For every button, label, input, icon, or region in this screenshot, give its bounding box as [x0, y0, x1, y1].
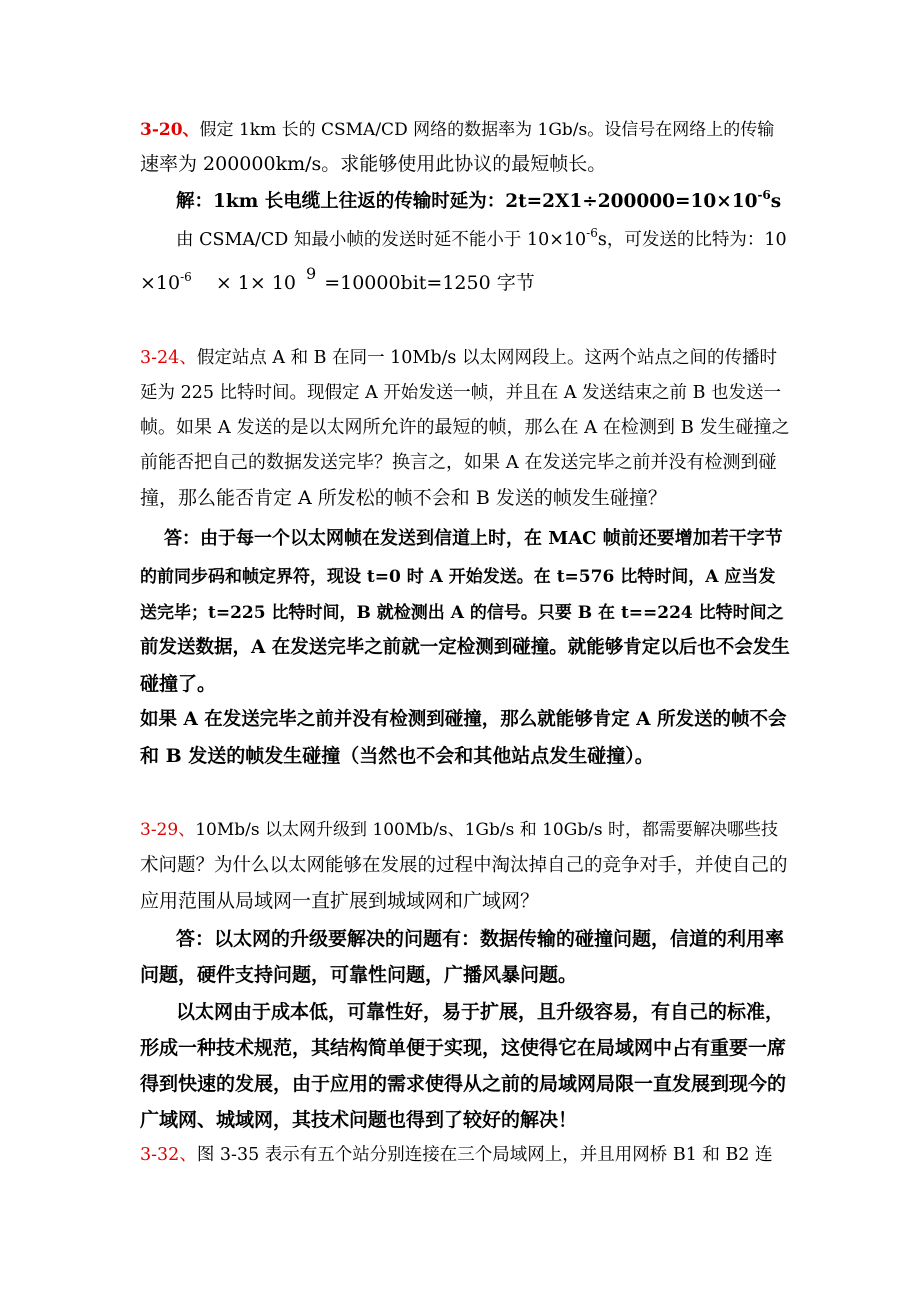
q320-answer-3-text: ×10 — [140, 272, 181, 294]
q324-text-1: 假定站点 A 和 B 在同一 10Mb/s 以太网网段上。这两个站点之间的传播时 — [196, 348, 777, 368]
q320-answer-3-exponent-2: 9 — [306, 264, 317, 283]
q320-answer-3-exponent: -6 — [180, 270, 192, 284]
q320-answer-1-unit: s — [770, 191, 782, 212]
q329-answer-3: 以太网由于成本低，可靠性好，易于扩展，且升级容易，有自己的标准， — [176, 1001, 785, 1023]
q324-line-1 — [140, 343, 777, 373]
q320-answer-3-multiplier: × 1× 10 — [215, 272, 296, 294]
q324-separator: 、 — [179, 348, 197, 368]
q329-answer-6: 广域网、城域网，其技术问题也得到了较好的解决！ — [140, 1109, 578, 1131]
q320-answer-3-result: =10000bit=1250 字节 — [324, 272, 535, 294]
q320-answer-3 — [140, 264, 535, 298]
q329-text-1: 10Mb/s 以太网升级到 100Mb/s、1Gb/s 和 10Gb/s 时，都需要解决哪些技 — [195, 820, 779, 840]
q324-number: 3-24 — [140, 348, 180, 368]
q332-line-1 — [140, 1140, 773, 1170]
q320-text-1: 假定 1km 长的 CSMA/CD 网络的数据率为 1Gb/s。设信号在网络上的传输 — [199, 120, 775, 140]
q324-answer-3: 送完毕；t=225 比特时间，B 就检测出 A 的信号。只要 B 在 t==224 比特时间之 — [140, 603, 784, 623]
q324-line-5: 撞，那么能否肯定 A 所发松的帧不会和 B 发送的帧发生碰撞？ — [140, 487, 667, 509]
q324-line-3: 帧。如果 A 发送的是以太网所允许的最短的帧，那么在 A 在检测到 B 发生碰撞之 — [140, 417, 790, 438]
q324-answer-2: 的前同步码和帧定界符，现设 t=0 时 A 开始发送。在 t=576 比特时间，A 应当发 — [140, 567, 776, 587]
q320-answer-2-exponent: -6 — [586, 226, 598, 240]
q329-separator: 、 — [178, 820, 196, 840]
q320-answer-1-exponent: -6 — [757, 188, 771, 202]
q332-number: 3-32 — [140, 1145, 180, 1165]
q329-line-1 — [140, 815, 778, 845]
q324-line-4: 前能否把自己的数据发送完毕？换言之，如果 A 在发送完毕之前并没有检测到碰 — [140, 452, 777, 473]
q329-number: 3-29 — [140, 820, 179, 840]
q320-answer-2-text: 由 CSMA/CD 知最小帧的发送时延不能小于 10×10 — [176, 230, 587, 250]
q329-answer-2: 问题，硬件支持问题，可靠性问题，广播风暴问题。 — [140, 964, 578, 986]
q332-separator: 、 — [179, 1145, 197, 1165]
q324-answer-7: 和 B 发送的帧发生碰撞（当然也不会和其他站点发生碰撞）。 — [140, 745, 654, 767]
q329-line-3: 应用范围从局域网一直扩展到城域网和广域网？ — [140, 890, 540, 912]
q324-line-2: 延为 225 比特时间。现假定 A 开始发送一帧，并且在 A 发送结束之前 B 也发送一 — [140, 383, 782, 403]
q329-line-2: 术问题？为什么以太网能够在发展的过程中淘汰掉自己的竞争对手，并使自己的 — [140, 855, 788, 876]
q329-answer-5: 得到快速的发展，由于应用的需求使得从之前的局域网局限一直发展到现今的 — [140, 1073, 787, 1095]
q324-answer-6: 如果 A 在发送完毕之前并没有检测到碰撞，那么就能够肯定 A 所发送的帧不会 — [140, 709, 787, 730]
q329-answer-1: 答：以太网的升级要解决的问题有：数据传输的碰撞问题，信道的利用率 — [176, 928, 785, 950]
q324-answer-5: 碰撞了。 — [140, 673, 217, 695]
q329-answer-4: 形成一种技术规范，其结构简单便于实现，这使得它在局域网中占有重要一席 — [140, 1037, 787, 1059]
q332-text-1: 图 3-35 表示有五个站分别连接在三个局域网上，并且用网桥 B1 和 B2 连 — [196, 1145, 773, 1165]
q324-answer-4: 前发送数据，A 在发送完毕之前就一定检测到碰撞。就能够肯定以后也不会发生 — [140, 637, 790, 658]
q324-answer-1: 答：由于每一个以太网帧在发送到信道上时，在 MAC 帧前还要增加若干字节 — [164, 528, 783, 549]
q320-line-1 — [140, 115, 774, 145]
q320-answer-1 — [176, 187, 781, 217]
q320-number: 3-20 — [140, 120, 183, 140]
q320-answer-2 — [176, 225, 787, 255]
q320-separator: 、 — [182, 120, 200, 140]
q320-answer-2-tail: s，可发送的比特为：10 — [597, 230, 787, 250]
q320-answer-1-text: 解：1km 长电缆上往返的传输时延为：2t=2X1÷200000=10×10 — [176, 191, 758, 212]
q320-line-2: 速率为 200000km/s。求能够使用此协议的最短帧长。 — [140, 153, 607, 175]
